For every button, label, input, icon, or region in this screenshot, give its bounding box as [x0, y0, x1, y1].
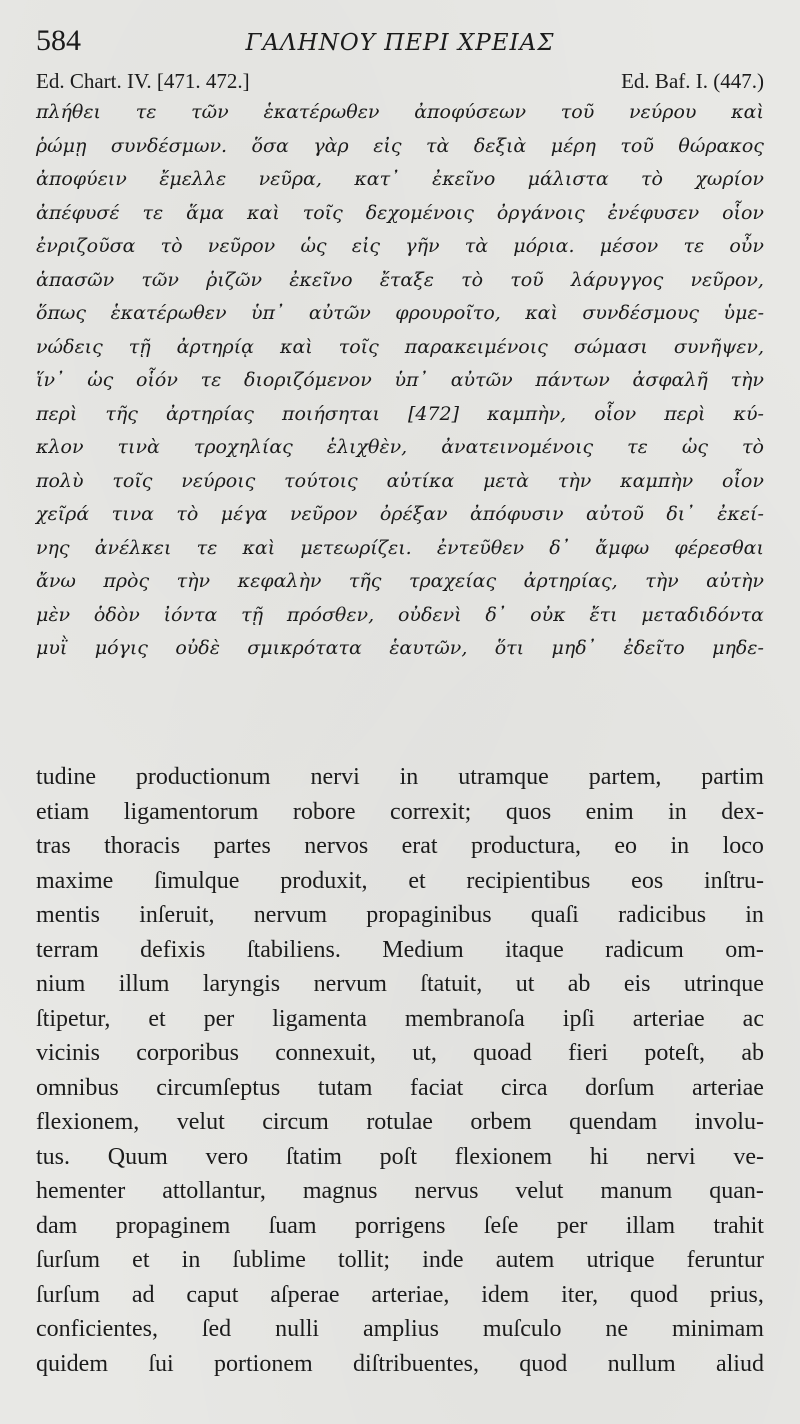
latin-text-line: terram defixis ſtabiliens. Medium itaque radicum om-: [36, 936, 764, 963]
greek-text-line: μὲν ὁδὸν ἰόντα τῇ πρόσθεν, οὐδενὶ δ᾽ οὐκ ἔτι μεταδιδόντα: [36, 603, 764, 626]
greek-text-line: ἐνριζοῦσα τὸ νεῦρον ὡς εἰς γῆν τὰ μόρια. μέσον τε οὖν: [36, 235, 764, 257]
greek-text-line: κλον τινὰ τροχηλίας ἑλιχθὲν, ἀνατεινομένοις τε ὡς τὸ: [36, 436, 764, 458]
latin-text-line: ſtipetur, et per ligamenta membranoſa ipſi arteriae ac: [36, 1005, 764, 1032]
latin-text-line: dam propaginem ſuam porrigens ſeſe per illam trahit: [36, 1212, 764, 1239]
latin-text-line: nium illum laryngis nervum ſtatuit, ut ab eis utrinque: [36, 971, 764, 997]
latin-text-line: ſurſum ad caput aſperae arteriae, idem iter, quod prius,: [36, 1281, 764, 1308]
latin-text-block: [36, 760, 764, 1381]
latin-text-line: tus. Quum vero ſtatim poſt flexionem hi nervi ve-: [36, 1143, 764, 1170]
greek-text-block: [36, 96, 764, 666]
greek-text-line: πολὺ τοῖς νεύροις τούτοις αὐτίκα μετὰ τὴν καμπὴν οἷον: [36, 469, 764, 492]
greek-text-line: νης ἀνέλκει τε καὶ μετεωρίζει. ἐντεῦθεν δ᾽ ἄμφω φέρεσθαι: [36, 536, 764, 559]
edition-chart-reference: Ed. Chart. IV. [471. 472.]: [36, 68, 250, 93]
latin-text-line: hementer attollantur, magnus nervus velut manum quan-: [36, 1178, 764, 1204]
latin-text-line: vicinis corporibus connexuit, ut, quoad fieri poteſt, ab: [36, 1040, 764, 1066]
greek-text-line: ὅπως ἑκατέρωθεν ὑπ᾽ αὐτῶν φρουροῖτο, καὶ συνδέσμους ὑμε-: [36, 302, 764, 324]
greek-text-line: ἵν᾽ ὡς οἷόν τε διοριζόμενον ὑπ᾽ αὐτῶν πάντων ἀσφαλῆ τὴν: [36, 369, 764, 391]
greek-text-line: ἄνω πρὸς τὴν κεφαλὴν τῆς τραχείας ἀρτηρίας, τὴν αὐτὴν: [36, 570, 764, 592]
latin-text-line: omnibus circumſeptus tutam faciat circa dorſum arteriae: [36, 1074, 764, 1101]
latin-text-line: quidem ſui portionem diſtribuentes, quod nullum aliud: [36, 1350, 764, 1377]
page-number: 584: [36, 24, 81, 57]
running-title: ΓΑΛΗΝΟΥ ΠΕΡΙ ΧΡΕΙΑΣ: [245, 30, 555, 56]
edition-basel-reference: Ed. Baf. I. (447.): [621, 68, 764, 93]
greek-text-line: πλήθει τε τῶν ἑκατέρωθεν ἀποφύσεων τοῦ νεύρου καὶ: [36, 101, 764, 123]
greek-text-line: ἁπασῶν τῶν ῥιζῶν ἐκεῖνο ἔταξε τὸ τοῦ λάρυγγος νεῦρον,: [36, 268, 764, 291]
latin-text-line: mentis inſeruit, nervum propaginibus quaſi radicibus in: [36, 902, 764, 928]
greek-text-line: ῥώμῃ συνδέσμων. ὅσα γὰρ εἰς τὰ δεξιὰ μέρη τοῦ θώρακος: [36, 134, 764, 157]
greek-text-line: μυῒ μόγις οὐδὲ σμικρότατα ἑαυτῶν, ὅτι μηδ᾽ ἐδεῖτο μηδε-: [36, 637, 764, 659]
greek-text-line: χεῖρά τινα τὸ μέγα νεῦρον ὀρέξαν ἀπόφυσιν αὐτοῦ δι᾽ ἐκεί-: [36, 503, 764, 525]
latin-text-line: tras thoracis partes nervos erat productura, eo in loco: [36, 833, 764, 859]
greek-text-line: ἀποφύειν ἔμελλε νεῦρα, κατ᾽ ἐκεῖνο μάλιστα τὸ χωρίον: [36, 168, 764, 190]
latin-text-line: flexionem, velut circum rotulae orbem quendam involu-: [36, 1109, 764, 1135]
page-header: [36, 24, 764, 66]
greek-text-line: ἀπέφυσέ τε ἅμα καὶ τοῖς δεχομένοις ὀργάνοις ἐνέφυσεν οἷον: [36, 201, 764, 224]
edition-reference-line: [36, 66, 764, 96]
latin-text-line: ſurſum et in ſublime tollit; inde autem utrique feruntur: [36, 1247, 764, 1273]
greek-text-line: νώδεις τῇ ἀρτηρίᾳ καὶ τοῖς παρακειμένοις σώμασι συνῆψεν,: [36, 335, 764, 358]
latin-text-line: etiam ligamentorum robore correxit; quos enim in dex-: [36, 798, 764, 825]
latin-text-line: conficientes, ſed nulli amplius muſculo ne minimam: [36, 1316, 764, 1342]
latin-text-line: tudine productionum nervi in utramque partem, partim: [36, 764, 764, 790]
latin-text-line: maxime ſimulque produxit, et recipientibus eos inſtru-: [36, 867, 764, 894]
greek-text-line: περὶ τῆς ἀρτηρίας ποιήσηται [472] καμπὴν, οἷον περὶ κύ-: [36, 402, 764, 425]
